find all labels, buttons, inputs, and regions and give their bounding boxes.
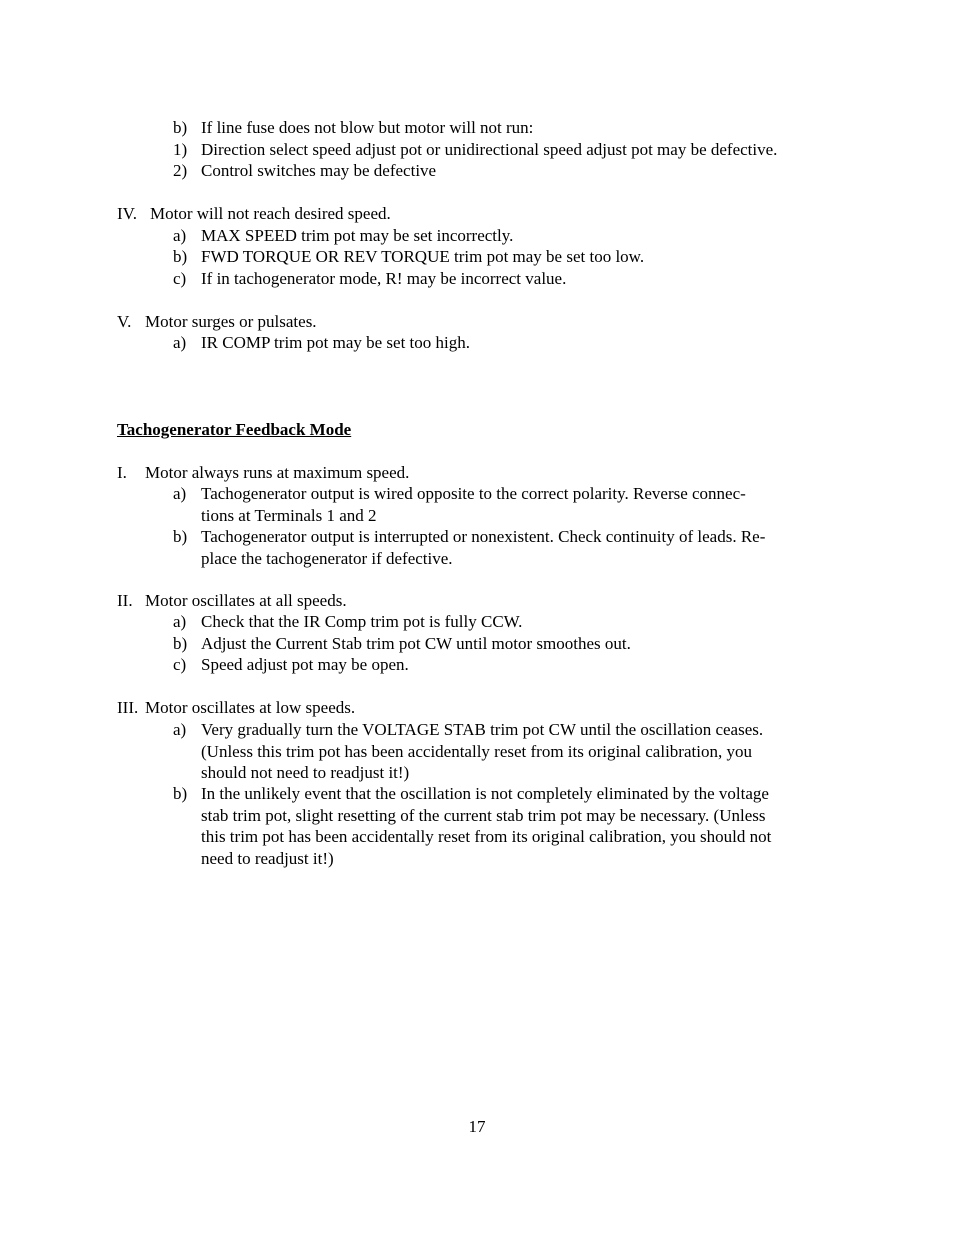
item-label: c) — [173, 269, 187, 288]
item-text: FWD TORQUE OR REV TORQUE trim pot may be set too low. — [201, 247, 645, 266]
item-text-line: should not need to readjust it!) — [201, 763, 410, 782]
item-label: b) — [173, 784, 188, 803]
item-text-line: Tachogenerator output is wired opposite to the correct polarity. Reverse connec- — [201, 484, 746, 503]
item-text-line: Very gradually turn the VOLTAGE STAB trim pot CW until the oscillation ceases. — [201, 720, 764, 739]
section-title: Motor will not reach desired speed. — [150, 204, 391, 223]
item-text: Speed adjust pot may be open. — [201, 655, 409, 674]
item-text: Direction select speed adjust pot or unidirectional speed adjust pot may be defective. — [201, 140, 778, 159]
page-number: 17 — [468, 1117, 486, 1136]
item-label: b) — [173, 527, 188, 546]
section-label: II. — [117, 591, 133, 610]
section-title: Motor always runs at maximum speed. — [145, 463, 410, 482]
item-text: IR COMP trim pot may be set too high. — [201, 333, 471, 352]
item-label: 2) — [173, 161, 188, 180]
item-text-line: stab trim pot, slight resetting of the current stab trim pot may be necessary. (Unless — [201, 805, 766, 825]
item-text: Check that the IR Comp trim pot is fully CCW. — [201, 612, 523, 631]
section-label: IV. — [117, 204, 137, 223]
item-label: c) — [173, 655, 187, 674]
item-label: a) — [173, 484, 187, 503]
section-title: Motor oscillates at all speeds. — [145, 591, 347, 610]
section-label: I. — [117, 463, 127, 482]
item-text-line: (Unless this trim pot has been accidentally reset from its original calibration, you — [201, 741, 752, 761]
item-label: a) — [173, 612, 187, 631]
item-label: a) — [173, 226, 187, 245]
item-text-line: this trim pot has been accidentally reset from its original calibration, you should not — [201, 827, 772, 846]
section-label: V. — [117, 312, 132, 331]
item-label: b) — [173, 634, 188, 653]
item-label: 1) — [173, 140, 188, 159]
item-label: b) — [173, 118, 188, 137]
item-text-line: place the tachogenerator if defective. — [201, 548, 453, 568]
item-text: If line fuse does not blow but motor will not run: — [201, 118, 534, 137]
item-text-line: In the unlikely event that the oscillation is not completely eliminated by the voltage — [201, 784, 769, 803]
section-label: III. — [117, 698, 139, 717]
item-text-line: need to readjust it!) — [201, 848, 334, 868]
item-text: Adjust the Current Stab trim pot CW until motor smoothes out. — [201, 634, 631, 653]
item-text: If in tachogenerator mode, R! may be incorrect value. — [201, 269, 567, 288]
item-text-line: tions at Terminals 1 and 2 — [201, 505, 377, 525]
item-label: a) — [173, 720, 187, 739]
item-label: b) — [173, 247, 188, 266]
section-title: Motor oscillates at low speeds. — [145, 698, 356, 717]
item-label: a) — [173, 333, 187, 352]
section-heading: Tachogenerator Feedback Mode — [117, 420, 352, 439]
item-text: Control switches may be defective — [201, 161, 437, 180]
item-text-line: Tachogenerator output is interrupted or nonexistent. Check continuity of leads. Re- — [201, 527, 766, 546]
section-title: Motor surges or pulsates. — [145, 312, 317, 331]
item-text: MAX SPEED trim pot may be set incorrectly. — [201, 226, 514, 245]
